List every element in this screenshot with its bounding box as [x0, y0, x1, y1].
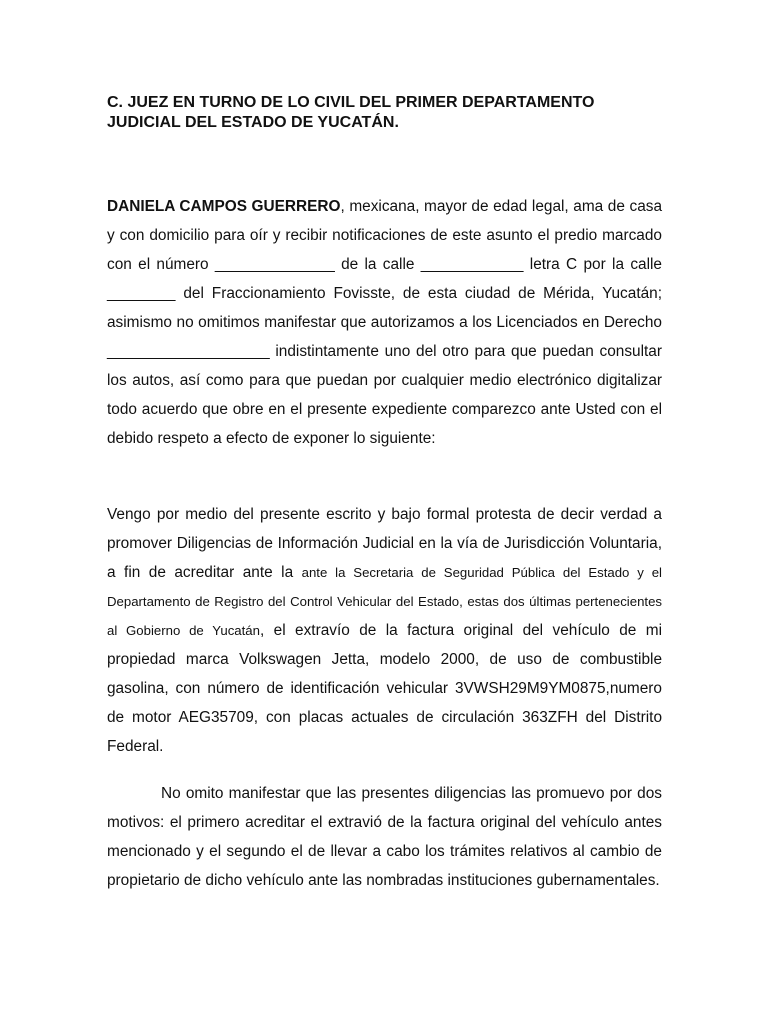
paragraph-motives	[107, 779, 662, 895]
petition-institutions-text: ante la Secretaria de Seguridad Pública del Estado y el Departamento de Registro del Control Vehicular del Estado, estas dos últimas pertenecientes al Gobierno de Yucatán	[107, 565, 662, 638]
petition-text-start: Vengo por medio del presente escrito y bajo formal protesta de decir verdad a promover Diligencias de Información Judicial en la vía de Jurisdicción Voluntaria, a fin de acreditar ante la	[107, 506, 662, 581]
paragraph-petition	[107, 500, 662, 761]
petition-text-end: , el extravío de la factura original del vehículo de mi propiedad marca Volkswagen Jetta, modelo 2000, de uso de combustible gasolina, con número de identificación vehicular 3VWSH29M9YM0875,numero de motor AEG35709, con placas actuales de circulación 363ZFH del Distrito Federal.	[107, 622, 662, 755]
document-heading	[107, 93, 667, 133]
introduction-text: , mexicana, mayor de edad legal, ama de casa y con domicilio para oír y recibir notificaciones de este asunto el predio marcado con el número ______________ de la calle ____________ letra C por la calle ________ del Fraccionamiento Fovisste, de esta ciudad de Mérida, Yucatán; asimismo no omitimos manifestar que autorizamos a los Licenciados en Derecho ___________________ indistintamente uno del otro para que puedan consultar los autos, así como para que puedan por cualquier medio electrónico digitalizar todo acuerdo que obre en el presente expediente comparezco ante Usted con el debido respeto a efecto de exponer lo siguiente:	[107, 198, 663, 447]
paragraph-introduction	[107, 192, 662, 453]
motives-text: No omito manifestar que las presentes diligencias las promuevo por dos motivos: el primero acreditar el extravió de la factura original del vehículo antes mencionado y el segundo el de llevar a cabo los trámites relativos al cambio de propietario de dicho vehículo ante las nombradas instituciones gubernamentales.	[107, 785, 662, 889]
petitioner-name: DANIELA CAMPOS GUERRERO	[107, 198, 341, 215]
heading-line-2: JUDICIAL DEL ESTADO DE YUCATÁN.	[107, 114, 399, 131]
heading-line-1: C. JUEZ EN TURNO DE LO CIVIL DEL PRIMER DEPARTAMENTO	[107, 94, 595, 111]
